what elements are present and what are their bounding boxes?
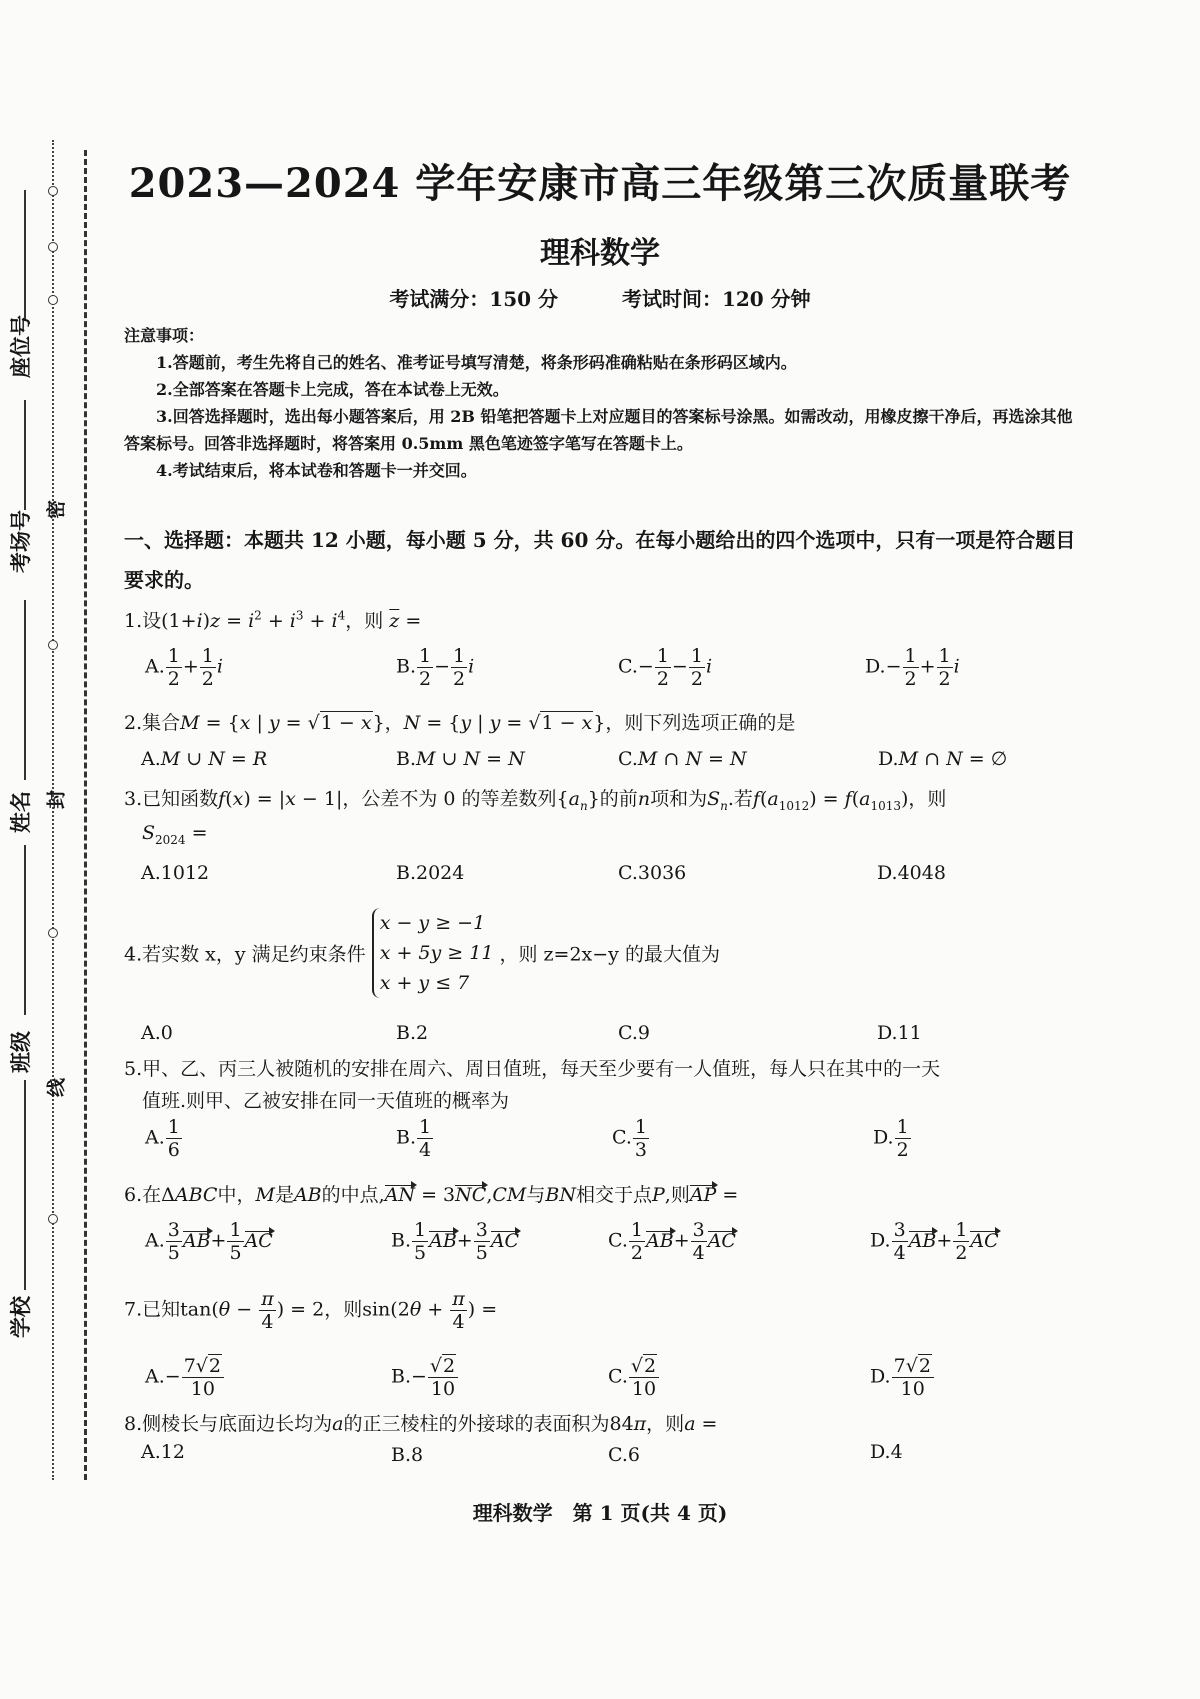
binding-hole <box>48 1214 58 1224</box>
q2-option-a: A.M ∪ N = R <box>141 748 268 770</box>
q8-option-b: B.8 <box>391 1444 424 1466</box>
seat-label: 座位号 <box>8 315 33 378</box>
q4-option-d: D.11 <box>877 1022 922 1044</box>
question-5-line1: 5.甲、乙、丙三人被随机的安排在周六、周日值班，每天至少要有一人值班，每人只在其中的一天 <box>124 1058 941 1080</box>
notes-heading: 注意事项： <box>124 326 205 345</box>
class-blank <box>24 845 26 1015</box>
q2-option-c: C.M ∩ N = N <box>618 748 747 770</box>
q1-stem: 1.设 <box>124 610 162 632</box>
q3-option-c: C.3036 <box>618 862 687 884</box>
q7-option-b: B.− $\frac{√2}{10}$ <box>391 1355 459 1400</box>
q3-expression: $S_{2024}$ = <box>142 822 208 847</box>
full-score: 考试满分：150 分 <box>389 287 559 311</box>
q5-option-a: A. $\frac{1}{6}$ <box>145 1116 180 1161</box>
note-item: 2.全部答案在答题卡上完成，答在本试卷上无效。 <box>156 380 509 399</box>
question-7: 7.已知tan(θ − $\frac{\pi}{4}$ ) = 2，则sin(2θ + $\frac{\pi}{4}$ ) = <box>124 1288 498 1333</box>
room-blank <box>24 400 26 510</box>
q6-mid4: 与 <box>526 1184 546 1206</box>
note-item: 3.回答选择题时，选出每小题答案后，用 2B 铅笔把答题卡上对应题目的答案标号涂黑。如需改动，用橡皮擦干净后，再选涂其他答案标号。回答非选择题时，将答案用 0.5mm 黑色笔迹签字笔写在答题卡上。 <box>124 407 1073 453</box>
page-footer: 理科数学 第 1 页(共 4 页) <box>472 1501 728 1525</box>
q5-option-b: B. $\frac{1}{4}$ <box>396 1116 432 1161</box>
school-label: 学校 <box>8 1296 33 1338</box>
q5-option-d: D. $\frac{1}{2}$ <box>873 1116 909 1161</box>
q6-option-a: A. $\frac{3}{5}$ AB+ $\frac{1}{5}$ AC <box>145 1219 273 1264</box>
q7-tail: ，则 <box>324 1298 363 1321</box>
q8-mid: 的正三棱柱的外接球的表面积为 <box>343 1413 610 1435</box>
q8-option-d: D.4 <box>870 1441 903 1463</box>
q5-option-c: C. $\frac{1}{3}$ <box>612 1116 647 1161</box>
name-label: 姓名 <box>8 791 33 833</box>
q2-stem: 2.集合 <box>124 712 181 734</box>
q4-constraint: x + 5y ≥ 11 <box>379 942 494 964</box>
q1-option-a: A. $\frac{1}{2}$ + $\frac{1}{2}$ i <box>145 645 223 690</box>
q3-mid: ，公差不为 0 的等差数列 <box>342 788 557 810</box>
exam-info <box>0 283 1200 312</box>
q4-option-a: A.0 <box>141 1022 173 1044</box>
q7-option-c: C. $\frac{√2}{10}$ <box>608 1355 660 1400</box>
q7-option-d: D. $\frac{7√2}{10}$ <box>870 1355 935 1400</box>
question-8: 8.侧棱长与底面边长均为a的正三棱柱的外接球的表面积为84π，则a = <box>124 1413 718 1435</box>
q6-stem: 6.在 <box>124 1184 162 1206</box>
question-1: 1.设$(1+i)z = i^2 + i^3 + i^4$，则 $\overline{z}$ = <box>124 608 422 632</box>
q4-constraint: x − y ≥ −1 <box>379 912 486 934</box>
exam-room-label: 考场号 <box>8 510 33 573</box>
q2-tail: ，则下列选项正确的是 <box>605 712 796 734</box>
q7-option-a: A.− $\frac{7√2}{10}$ <box>145 1355 225 1400</box>
q4-constraint: x + y ≤ 7 <box>379 972 470 994</box>
section-heading: 一、选择题：本题共 12 小题，每小题 5 分，共 60 分。在每小题给出的四个选项中，只有一项是符合题目要求的。 <box>124 528 1076 592</box>
q6-option-b: B. $\frac{1}{5}$ AB+ $\frac{3}{5}$ AC <box>391 1219 520 1264</box>
q3-mid4: .若 <box>727 788 753 810</box>
exam-time: 考试时间：120 分钟 <box>621 287 811 311</box>
q2-option-d: D.M ∩ N = ∅ <box>878 748 1008 770</box>
q6-mid5: 相交于点 <box>575 1184 652 1206</box>
q7-stem: 7.已知 <box>124 1298 181 1321</box>
question-2: 2.集合M = {x | y = √1 − x}，N = {y | y = √1 − x}，则下列选项正确的是 <box>124 712 796 734</box>
q4-tail: ，则 z=2x−y 的最大值为 <box>499 943 720 966</box>
q3-mid3: 项和为 <box>650 788 708 810</box>
q6-mid: 中， <box>217 1184 256 1206</box>
q8-tail: ，则 <box>646 1413 685 1435</box>
q3-tail: ，则 <box>908 788 947 810</box>
q1-option-d: D.− $\frac{1}{2}$ + $\frac{1}{2}$ i <box>865 645 960 690</box>
question-4 <box>124 908 720 998</box>
name-blank <box>24 600 26 780</box>
q6-tail: ,则 <box>664 1184 690 1206</box>
question-5-line2: 值班.则甲、乙被安排在同一天值班的概率为 <box>142 1090 510 1112</box>
q6-mid2: 是 <box>274 1184 294 1206</box>
note-item: 1.答题前，考生先将自己的姓名、准考证号填写清楚，将条形码准确粘贴在条形码区域内。 <box>156 353 797 372</box>
q3-option-d: D.4048 <box>877 862 946 884</box>
notes <box>124 322 1084 484</box>
q8-stem: 8.侧棱长与底面边长均为 <box>124 1413 333 1435</box>
question-3: 3.已知函数f(x) = |x − 1|，公差不为 0 的等差数列$\{a_n\}$的前n项和为$S_n$.若$f(a_{1012}) = f(a_{1013})$，则 <box>124 788 947 813</box>
seal-char-mi: 密 <box>45 500 68 520</box>
q3-stem: 3.已知函数 <box>124 788 219 810</box>
q6-mid3: 的中点, <box>321 1184 385 1206</box>
q1-option-c: C.− $\frac{1}{2}$ − $\frac{1}{2}$ i <box>618 645 713 690</box>
q3-mid2: 的前 <box>599 788 638 810</box>
q2-option-b: B.M ∪ N = N <box>396 748 525 770</box>
q4-option-b: B.2 <box>396 1022 429 1044</box>
question-6: 6.在ΔABC中，M是AB的中点,AN = 3NC,CM与BN相交于点P,则AP = <box>124 1184 739 1206</box>
q4-stem: 4.若实数 x，y 满足约束条件 <box>124 943 366 966</box>
note-item: 4.考试结束后，将本试卷和答题卡一并交回。 <box>156 461 477 480</box>
q8-option-a: A.12 <box>141 1441 185 1463</box>
seal-char-xian: 线 <box>45 1078 68 1098</box>
q6-option-d: D. $\frac{3}{4}$ AB+ $\frac{1}{2}$ AC <box>870 1219 999 1264</box>
q4-constraints <box>372 908 494 998</box>
binding-hole <box>48 928 58 938</box>
q3-option-b: B.2024 <box>396 862 465 884</box>
q4-option-c: C.9 <box>618 1022 650 1044</box>
q1-tail: ，则 <box>345 610 384 632</box>
q3-option-a: A.1012 <box>141 862 210 884</box>
binding-hole <box>48 640 58 650</box>
seal-dashed-line <box>84 150 87 1480</box>
exam-subject: 理科数学 <box>540 236 660 271</box>
class-label: 班级 <box>8 1031 33 1073</box>
school-blank <box>24 1080 26 1290</box>
q8-option-c: C.6 <box>608 1444 640 1466</box>
q6-option-c: C. $\frac{1}{2}$ AB+ $\frac{3}{4}$ AC <box>608 1219 736 1264</box>
exam-title: 2023—2024 学年安康市高三年级第三次质量联考 <box>128 160 1072 207</box>
q1-option-b: B. $\frac{1}{2}$ − $\frac{1}{2}$ i <box>396 645 475 690</box>
seal-char-feng: 封 <box>45 790 68 810</box>
